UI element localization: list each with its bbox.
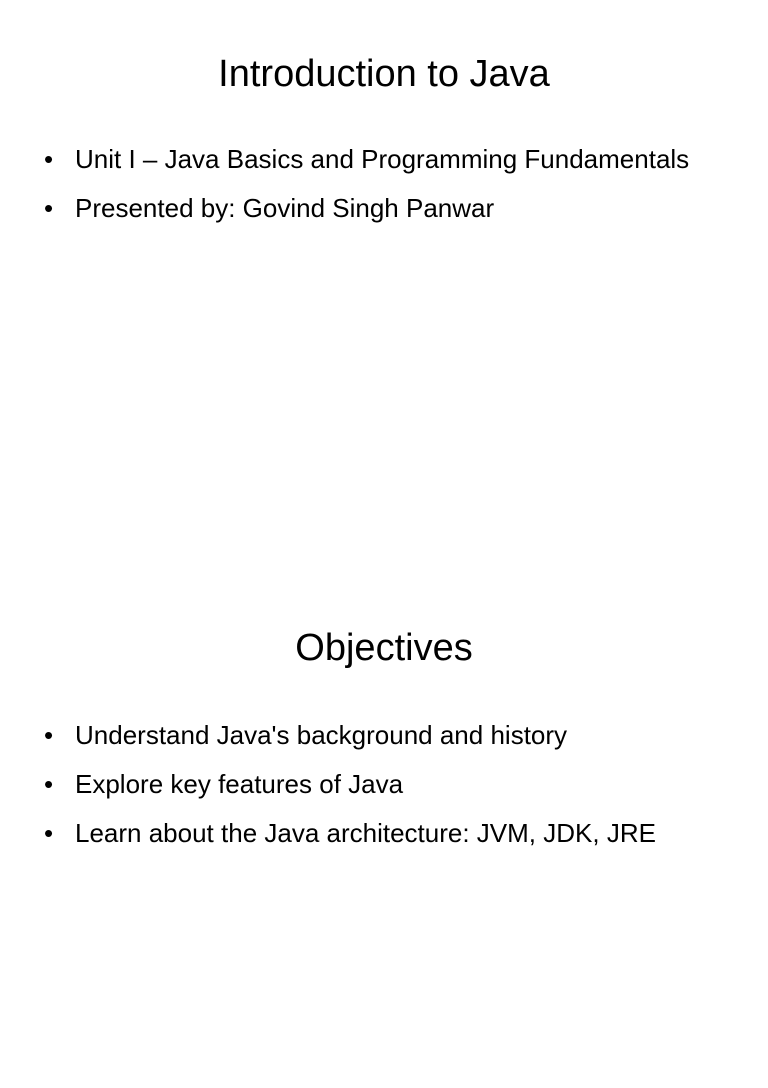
bullet-text: Learn about the Java architecture: JVM, JDK, JRE <box>75 818 656 848</box>
bullet-item <box>42 715 722 756</box>
bullet-list <box>42 139 722 237</box>
bullet-list <box>42 715 722 862</box>
bullet-icon: • <box>44 769 54 799</box>
slide-title: Introduction to Java <box>218 53 550 95</box>
bullet-text: Explore key features of Java <box>75 769 404 799</box>
bullet-icon: • <box>44 720 54 750</box>
slide-objectives <box>0 576 768 1088</box>
bullet-icon: • <box>44 818 54 848</box>
bullet-item <box>42 813 722 854</box>
bullet-text: Understand Java's background and history <box>75 720 568 750</box>
bullet-text: Unit I – Java Basics and Programming Fundamentals <box>75 144 690 174</box>
bullet-icon: • <box>44 144 54 174</box>
slide-title: Objectives <box>295 627 473 669</box>
bullet-text: Presented by: Govind Singh Panwar <box>75 193 495 223</box>
bullet-icon: • <box>44 193 54 223</box>
bullet-item <box>42 139 722 180</box>
slide-introduction <box>0 0 768 512</box>
bullet-item <box>42 764 722 805</box>
bullet-item <box>42 188 722 229</box>
